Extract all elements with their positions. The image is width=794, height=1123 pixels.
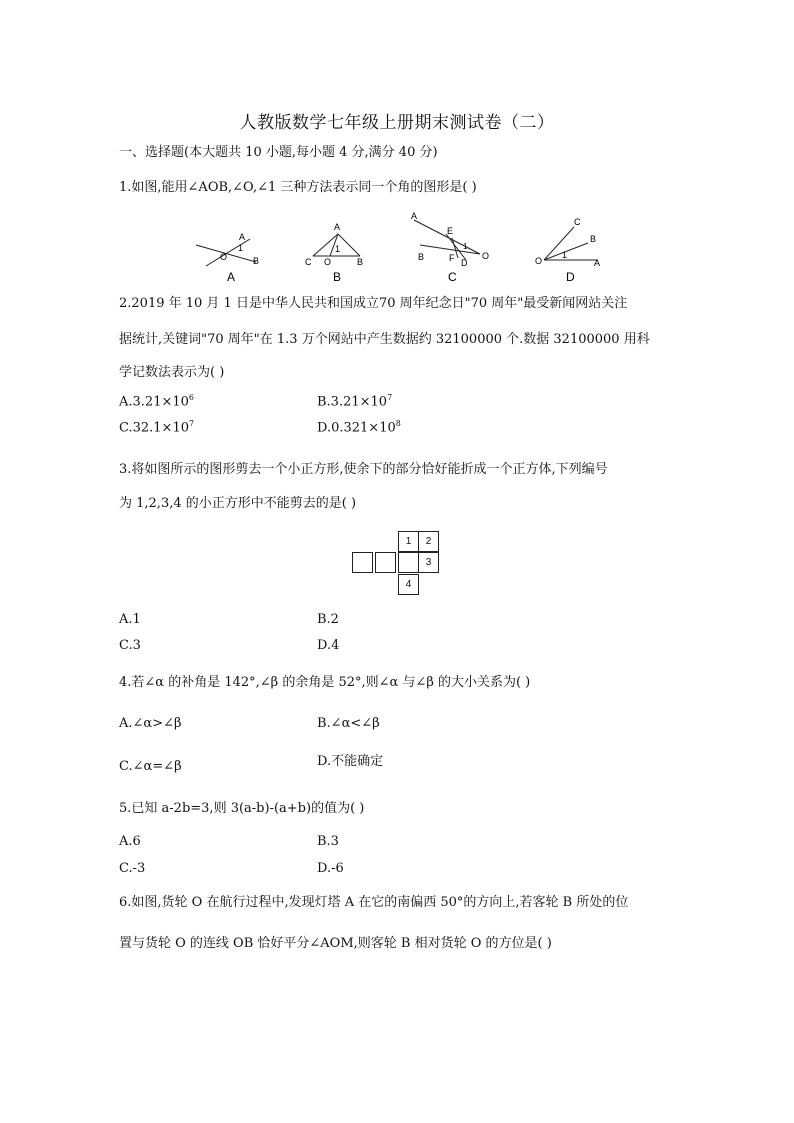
fig-c-angle-1: 1 [463, 242, 468, 251]
fig-b-angle-1: 1 [335, 244, 341, 254]
q2-option-b: $B.3.21\times 10^7$ [317, 393, 393, 410]
question-6-line-1: 6.如图,货轮 O 在航行过程中,发现灯塔 A 在它的南偏西 50°的方向上,若客轮 B 所处的位 [119, 895, 629, 910]
q3-option-b: B.2 [317, 612, 339, 627]
page-title: 人教版数学七年级上册期末测试卷（二） [239, 113, 555, 133]
question-3-line-2: 为 1,2,3,4 的小正方形中不能剪去的是( ) [119, 496, 357, 511]
q3-option-a: A.1 [119, 612, 141, 627]
question-3-line-1: 3.将如图所示的图形剪去一个小正方形,使余下的部分恰好能折成一个正方体,下列编号 [119, 462, 608, 477]
net-cell-2: 2 [418, 531, 439, 552]
question-2-line-1: 2.2019 年 10 月 1 日是中华人民共和国成立70 周年纪念日"70 周年"最受新闻网站关注 [119, 296, 628, 311]
fig-c-point-o: O [482, 251, 490, 261]
fig-d-angle-1: 1 [562, 250, 568, 260]
net-cell-blank [352, 552, 373, 573]
question-5-text: 5.已知 a-2b=3,则 3(a-b)-(a+b)的值为( ) [119, 801, 365, 816]
fig-d-label: D [566, 270, 575, 284]
question-4-text: 4.若∠α 的补角是 142°,∠β 的余角是 52°,则∠α 与∠β 的大小关系为( ) [119, 675, 531, 690]
fig-a-point-a: A [239, 232, 246, 242]
q4-option-d: D.不能确定 [317, 754, 384, 769]
section-heading: 一、选择题(本大题共 10 小题,每小题 4 分,满分 40 分) [119, 145, 438, 160]
fig-a-point-b: B [253, 256, 260, 266]
net-cell-blank [375, 552, 396, 573]
fig-c-point-b: B [418, 252, 425, 262]
fig-b-point-a: A [334, 222, 341, 232]
q2-option-c: $C.32.1\times 10^7$ [119, 419, 195, 436]
fig-c-point-f: F [449, 253, 455, 263]
q5-option-a: A.6 [119, 834, 141, 849]
question-2-line-3: 学记数法表示为( ) [119, 365, 225, 380]
fig-b-label: B [333, 270, 342, 284]
fig-d-point-b: B [590, 234, 597, 244]
fig-c-point-d: D [461, 258, 468, 268]
fig-c-point-a: A [411, 211, 418, 221]
fig-a-angle-1: 1 [238, 243, 244, 253]
q3-option-d: D.4 [317, 638, 340, 653]
cube-net-figure [352, 531, 444, 597]
fig-d-point-o: O [535, 256, 543, 266]
q5-option-d: D.-6 [317, 861, 344, 876]
q2-option-d: $D.0.321\times 10^8$ [317, 419, 401, 436]
fig-a-point-o: O [220, 252, 228, 262]
net-cell-blank [398, 552, 419, 573]
q5-option-c: C.-3 [119, 861, 146, 876]
net-cell-1: 1 [398, 531, 419, 552]
fig-b-point-o: O [324, 257, 332, 267]
fig-d-point-c: C [574, 217, 581, 227]
question-1-text: 1.如图,能用∠AOB,∠O,∠1 三种方法表示同一个角的图形是( ) [119, 180, 477, 195]
net-cell-4: 4 [398, 574, 419, 595]
q4-option-a: A.∠α>∠β [119, 716, 182, 731]
question-1-figures [0, 208, 794, 288]
fig-d-point-a: A [594, 258, 601, 268]
question-6-line-2: 置与货轮 O 的连线 OB 恰好平分∠AOM,则客轮 B 相对货轮 O 的方位是( ) [119, 936, 552, 951]
q3-option-c: C.3 [119, 638, 141, 653]
q2-option-a: $A.3.21\times 10^6$ [119, 393, 194, 410]
net-cell-3: 3 [418, 552, 439, 573]
fig-b-point-c: C [305, 257, 312, 267]
q5-option-b: B.3 [317, 834, 339, 849]
fig-c-label: C [448, 270, 457, 284]
fig-c-point-e: E [447, 226, 454, 236]
fig-b-point-b: B [357, 257, 364, 267]
q4-option-c: C.∠α=∠β [119, 759, 182, 774]
question-2-line-2: 据统计,关键词"70 周年"在 1.3 万个网站中产生数据约 32100000 个.数据 32100000 用科 [119, 332, 650, 347]
q4-option-b: B.∠α<∠β [317, 716, 380, 731]
fig-a-label: A [227, 270, 236, 284]
